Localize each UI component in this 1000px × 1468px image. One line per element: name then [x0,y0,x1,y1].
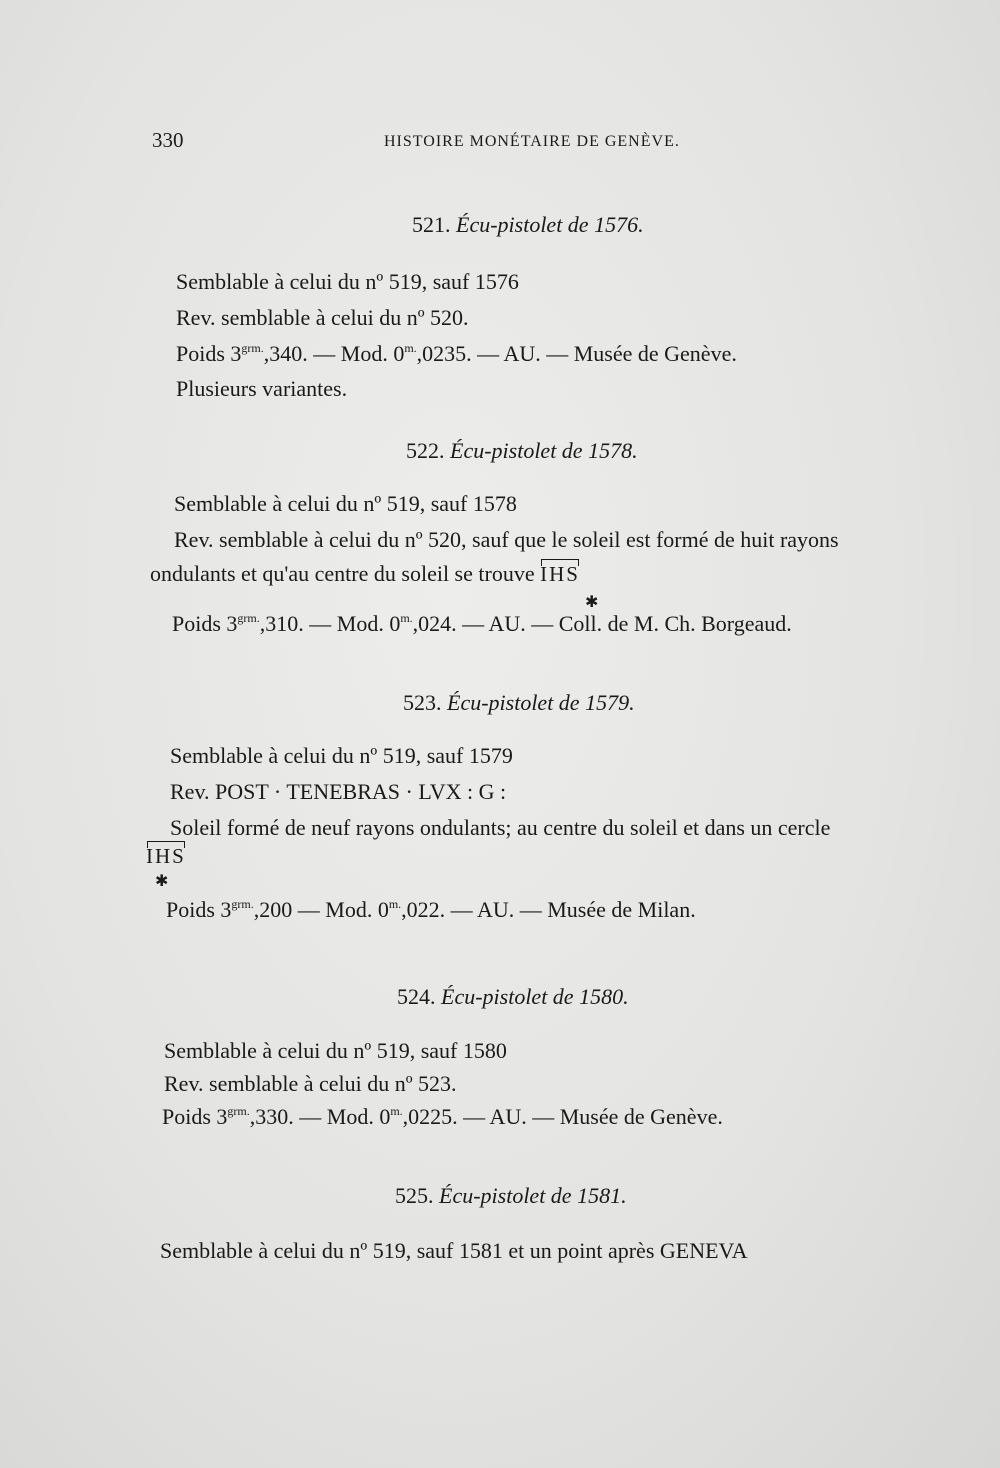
entry-line: Semblable à celui du nº 519, sauf 1578 [174,491,517,516]
entry-line: Rev. POST · TENEBRAS · LVX : G : [170,779,507,804]
entry-heading [403,690,635,716]
entry-line: Semblable à celui du nº 519, sauf 1581 et un point après GENEVA [160,1238,748,1263]
entry-line: Rev. semblable à celui du nº 523. [164,1071,457,1096]
entry-line: Semblable à celui du nº 519, sauf 1576 [176,269,519,294]
ihs-monogram: IHS [540,562,580,586]
entry-line: Rev. semblable à celui du nº 520, sauf que le soleil est formé de huit rayons [174,527,839,552]
entry-number: 524. [397,984,436,1009]
page-number: 330 [152,128,184,152]
entry-title: Écu-pistolet de 1576. [456,212,644,237]
entry-title: Écu-pistolet de 1579. [447,690,635,715]
weight-line: Poids $3^{grm.},330$. — Mod. $0^{m.},0225$. — AU. — Musée de Genève. [162,1104,723,1129]
entry-title: Écu-pistolet de 1580. [441,984,629,1009]
running-title: HISTOIRE MONÉTAIRE DE GENÈVE. [384,133,680,150]
entry-line: Rev. semblable à celui du nº 520. [176,305,469,330]
entry-title: Écu-pistolet de 1578. [450,438,638,463]
weight-line: Poids $3^{grm.},310$. — Mod. $0^{m.},024$. — AU. — Coll. de M. Ch. Borgeaud. [172,611,792,636]
entry-heading [397,984,629,1010]
entry-heading [406,438,638,464]
entry-number: 521. [412,212,451,237]
entry-number: 525. [395,1183,434,1208]
entry-line: Semblable à celui du nº 519, sauf 1579 [170,743,513,768]
ihs-monogram: IHS [146,844,186,868]
weight-line: Poids $3^{grm.},340$. — Mod. $0^{m.},0235$. — AU. — Musée de Genève. [176,341,737,366]
weight-line: Poids $3^{grm.},200$ — Mod. $0^{m.},022$. — AU. — Musée de Milan. [166,897,696,922]
entry-number: 522. [406,438,445,463]
entry-heading [395,1183,627,1209]
entry-title: Écu-pistolet de 1581. [439,1183,627,1208]
star-ornament: ✱ [155,873,169,890]
ihs-line [146,843,186,869]
star-ornament: ✱ [585,594,599,611]
entry-line: Soleil formé de neuf rayons ondulants; au centre du soleil et dans un cercle [170,815,831,840]
entry-number: 523. [403,690,442,715]
entry-line: Plusieurs variantes. [176,376,348,401]
entry-line: Semblable à celui du nº 519, sauf 1580 [164,1038,507,1063]
entry-line: ondulants et qu'au centre du soleil se trouve IHS [150,561,580,586]
entry-heading [412,212,644,238]
